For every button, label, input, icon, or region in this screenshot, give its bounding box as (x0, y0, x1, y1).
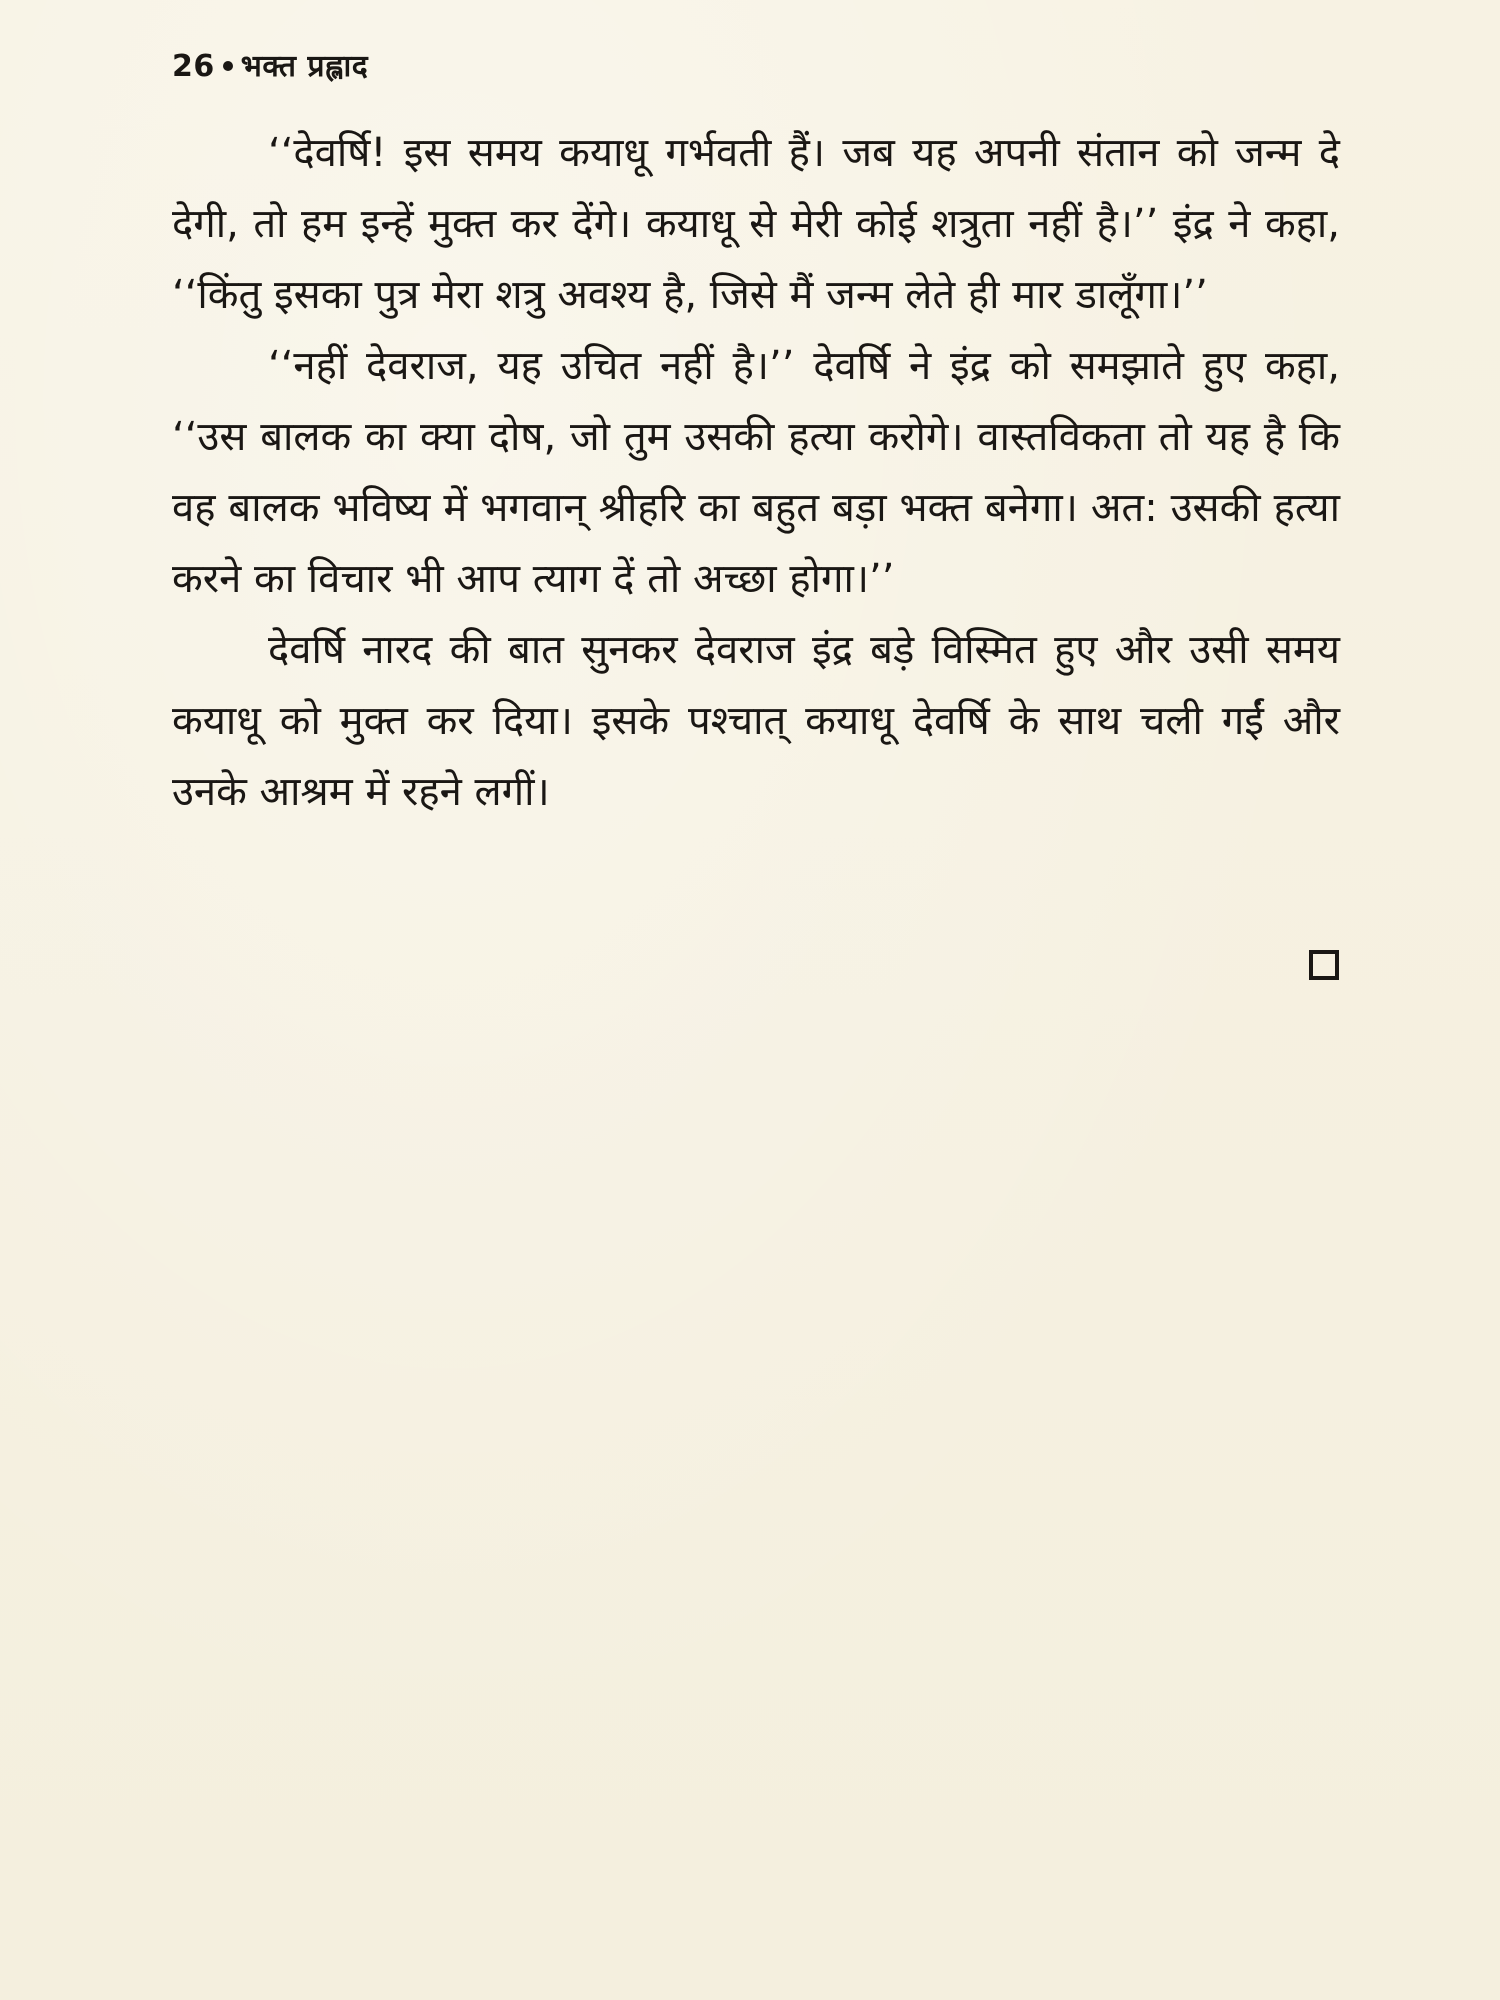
body-text (172, 118, 1340, 828)
running-head (172, 44, 368, 85)
page-number: 26 (172, 49, 215, 84)
book-title: भक्त प्रह्लाद (240, 49, 369, 84)
bullet-separator-icon (223, 61, 233, 71)
chapter-end-square-icon (1309, 950, 1339, 980)
paragraph-3: देवर्षि नारद की बात सुनकर देवराज इंद्र बड़े विस्मित हुए और उसी समय कयाधू को मुक्त कर दिया। इसके पश्चात् कयाधू देवर्षि के साथ चली गईं और उनके आश्रम में रहने लगीं। (172, 627, 1340, 815)
paragraph-2: ‘‘नहीं देवराज, यह उचित नहीं है।’’ देवर्षि ने इंद्र को समझाते हुए कहा, ‘‘उस बालक का क्या दोष, जो तुम उसकी हत्या करोगे। वास्तविकता तो यह है कि वह बालक भविष्य में भगवान् श्रीहरि का बहुत बड़ा भक्त बनेगा। अत: उसकी हत्या करने का विचार भी आप त्याग दें तो अच्छा होगा।’’ (172, 343, 1340, 602)
paragraph-1: ‘‘देवर्षि! इस समय कयाधू गर्भवती हैं। जब यह अपनी संतान को जन्म दे देगी, तो हम इन्हें मुक्त कर देंगे। कयाधू से मेरी कोई शत्रुता नहीं है।’’ इंद्र ने कहा, ‘‘किंतु इसका पुत्र मेरा शत्रु अवश्य है, जिसे मैं जन्म लेते ही मार डालूँगा।’’ (172, 130, 1340, 318)
